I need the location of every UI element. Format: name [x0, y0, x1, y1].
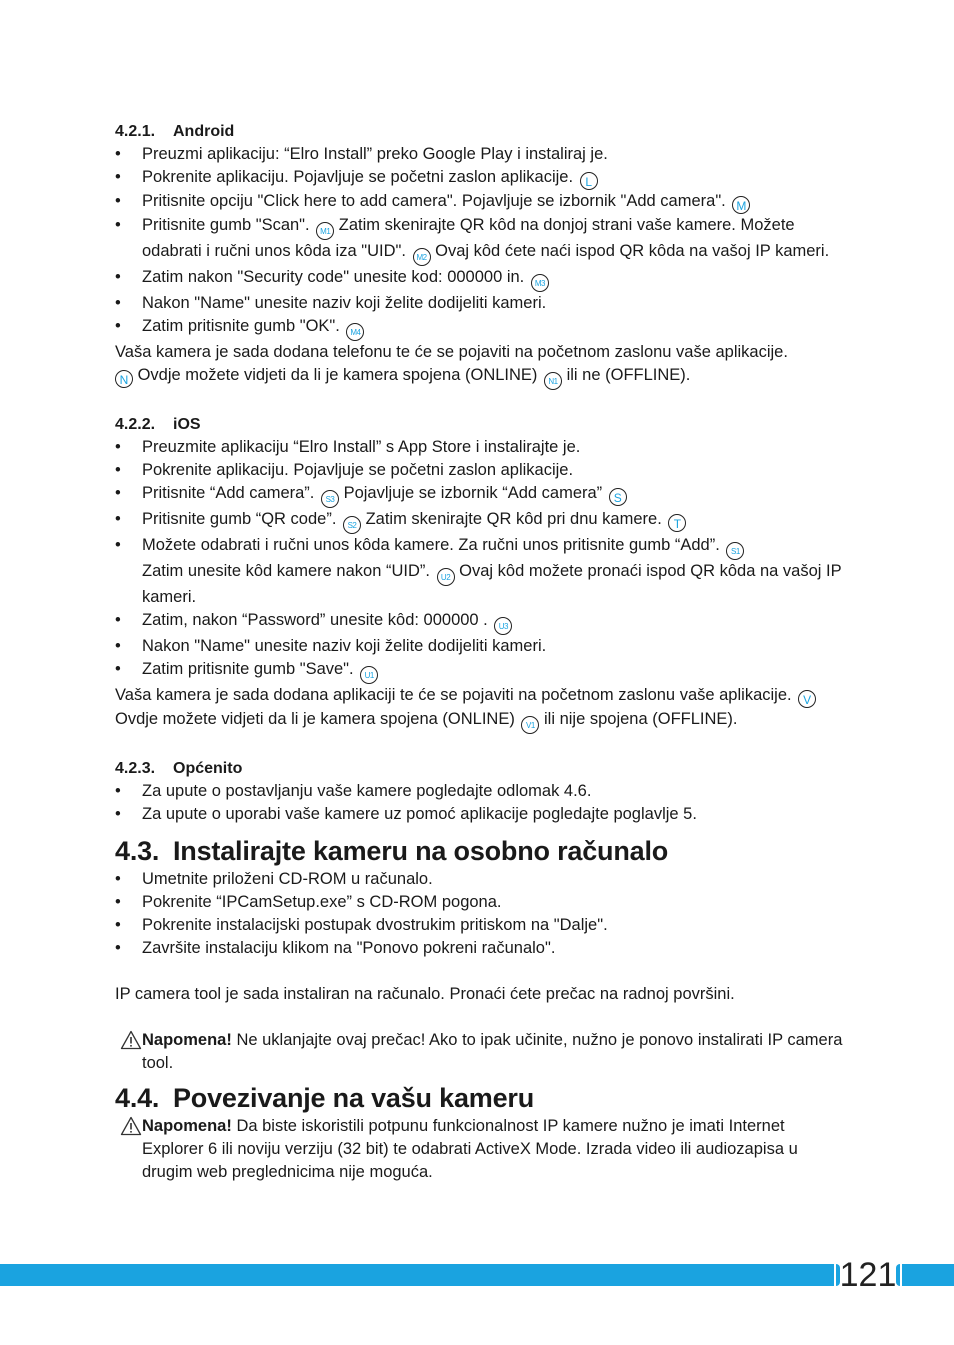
- section-heading-install: 4.3. Instalirajte kameru na osobno računalo: [115, 836, 669, 866]
- callout-badge: U1: [360, 666, 378, 684]
- callout-badge: S: [609, 488, 627, 506]
- callout-badge: N: [115, 370, 133, 388]
- callout-badge: U3: [494, 617, 512, 635]
- page-number: 121: [839, 1256, 897, 1294]
- list-item: • Zatim, nakon “Password” unesite kôd: 000000 . U3: [115, 609, 845, 635]
- list-item: • Pokrenite aplikaciju. Pojavljuje se početni zaslon aplikacije. L: [115, 166, 845, 190]
- callout-badge: V1: [521, 716, 539, 734]
- list-item: • Zatim nakon "Security code" unesite kod: 000000 in. M3: [115, 266, 845, 292]
- connect-note: Napomena! Da biste iskoristili potpunu funkcionalnost IP kamere nužno je imati Internet Explorer 6 ili noviju verziju (32 bit) te odabrati ActiveX Mode. Izrada video ili audiozapisa u drugim web preglednicima nije moguća.: [115, 1115, 845, 1184]
- list-item: • Nakon "Name" unesite naziv koji želite dodijeliti kameri.: [115, 635, 845, 658]
- callout-badge: V: [798, 690, 816, 708]
- callout-badge: S1: [726, 542, 744, 560]
- list-item: • Pritisnite “Add camera”. S3 Pojavljuje se izbornik “Add camera” S: [115, 482, 845, 508]
- list-item: • Preuzmite aplikaciju “Elro Install” s App Store i instalirajte je.: [115, 436, 845, 459]
- android-summary: Vaša kamera je sada dodana telefonu te će se pojaviti na početnom zaslonu vaše aplikacije. N Ovdje možete vidjeti da li je kamera spojena (ONLINE) N1 ili ne (OFFLINE).: [115, 341, 845, 390]
- list-item: • Zatim pritisnite gumb "OK". M4: [115, 315, 845, 341]
- section-heading-android: 4.2.1. Android: [115, 123, 235, 140]
- callout-badge: M2: [413, 248, 431, 266]
- callout-badge: M1: [316, 222, 334, 240]
- list-item: • Umetnite priloženi CD-ROM u računalo.: [115, 868, 845, 891]
- list-item: • Za upute o postavljanju vaše kamere pogledajte odlomak 4.6.: [115, 780, 845, 803]
- install-note: Napomena! Ne uklanjajte ovaj prečac! Ako to ipak učinite, nužno je ponovo instalirati IP camera tool.: [115, 1029, 845, 1075]
- warning-icon: [120, 1030, 142, 1050]
- callout-badge: U2: [437, 568, 455, 586]
- list-item: • Pritisnite gumb "Scan". M1 Zatim skenirajte QR kôd na donjoj strani vaše kamere. Možete odabrati i ručni unos kôda iza "UID". M2 Ovaj kôd ćete naći ispod QR kôda na vašoj IP kameri.: [115, 214, 845, 266]
- ios-steps-list: [115, 436, 845, 684]
- android-steps-list: [115, 143, 845, 341]
- callout-badge: M4: [346, 323, 364, 341]
- callout-badge: M3: [531, 274, 549, 292]
- list-item: • Pokrenite “IPCamSetup.exe” s CD-ROM pogona.: [115, 891, 845, 914]
- list-item: • Završite instalaciju klikom na "Ponovo pokreni računalo".: [115, 937, 845, 960]
- list-item: • Nakon "Name" unesite naziv koji želite dodijeliti kameri.: [115, 292, 845, 315]
- list-item: • Za upute o uporabi vaše kamere uz pomoć aplikacije pogledajte poglavlje 5.: [115, 803, 845, 826]
- list-item: • Pritisnite opciju "Click here to add camera". Pojavljuje se izbornik "Add camera". M: [115, 190, 845, 214]
- section-heading-ios: 4.2.2. iOS: [115, 416, 201, 433]
- footer-bar: [0, 1264, 954, 1286]
- callout-badge: M: [732, 196, 750, 214]
- section-heading-connect: 4.4. Povezivanje na vašu kameru: [115, 1083, 534, 1113]
- general-list: [115, 780, 845, 826]
- warning-icon: [120, 1116, 142, 1136]
- page-number-box: [834, 1256, 902, 1294]
- callout-badge: T: [668, 514, 686, 532]
- callout-badge: S2: [343, 516, 361, 534]
- callout-badge: S3: [321, 490, 339, 508]
- list-item: • Pokrenite aplikaciju. Pojavljuje se početni zaslon aplikacije.: [115, 459, 845, 482]
- section-heading-general: 4.2.3. Općenito: [115, 760, 243, 777]
- callout-badge: N1: [544, 372, 562, 390]
- list-item: • Preuzmi aplikaciju: “Elro Install” preko Google Play i instaliraj je.: [115, 143, 845, 166]
- list-item: • Zatim pritisnite gumb "Save". U1: [115, 658, 845, 684]
- ios-summary: Vaša kamera je sada dodana aplikaciji te će se pojaviti na početnom zaslonu vaše aplikacije. V Ovdje možete vidjeti da li je kamera spojena (ONLINE) V1 ili nije spojena (OFFLINE).: [115, 684, 845, 734]
- list-item: • Možete odabrati i ručni unos kôda kamere. Za ručni unos pritisnite gumb “Add”. S1 Zatim unesite kôd kamere nakon “UID”. U2 Ovaj kôd možete pronaći ispod QR kôda na vašoj IP kameri.: [115, 534, 845, 609]
- install-summary: IP camera tool je sada instaliran na računalo. Pronaći ćete prečac na radnoj površini.: [115, 985, 735, 1003]
- callout-badge: L: [580, 172, 598, 190]
- list-item: • Pokrenite instalacijski postupak dvostrukim pritiskom na "Dalje".: [115, 914, 845, 937]
- page-content: [115, 120, 845, 1184]
- list-item: • Pritisnite gumb “QR code”. S2 Zatim skenirajte QR kôd pri dnu kamere. T: [115, 508, 845, 534]
- install-steps-list: [115, 868, 845, 960]
